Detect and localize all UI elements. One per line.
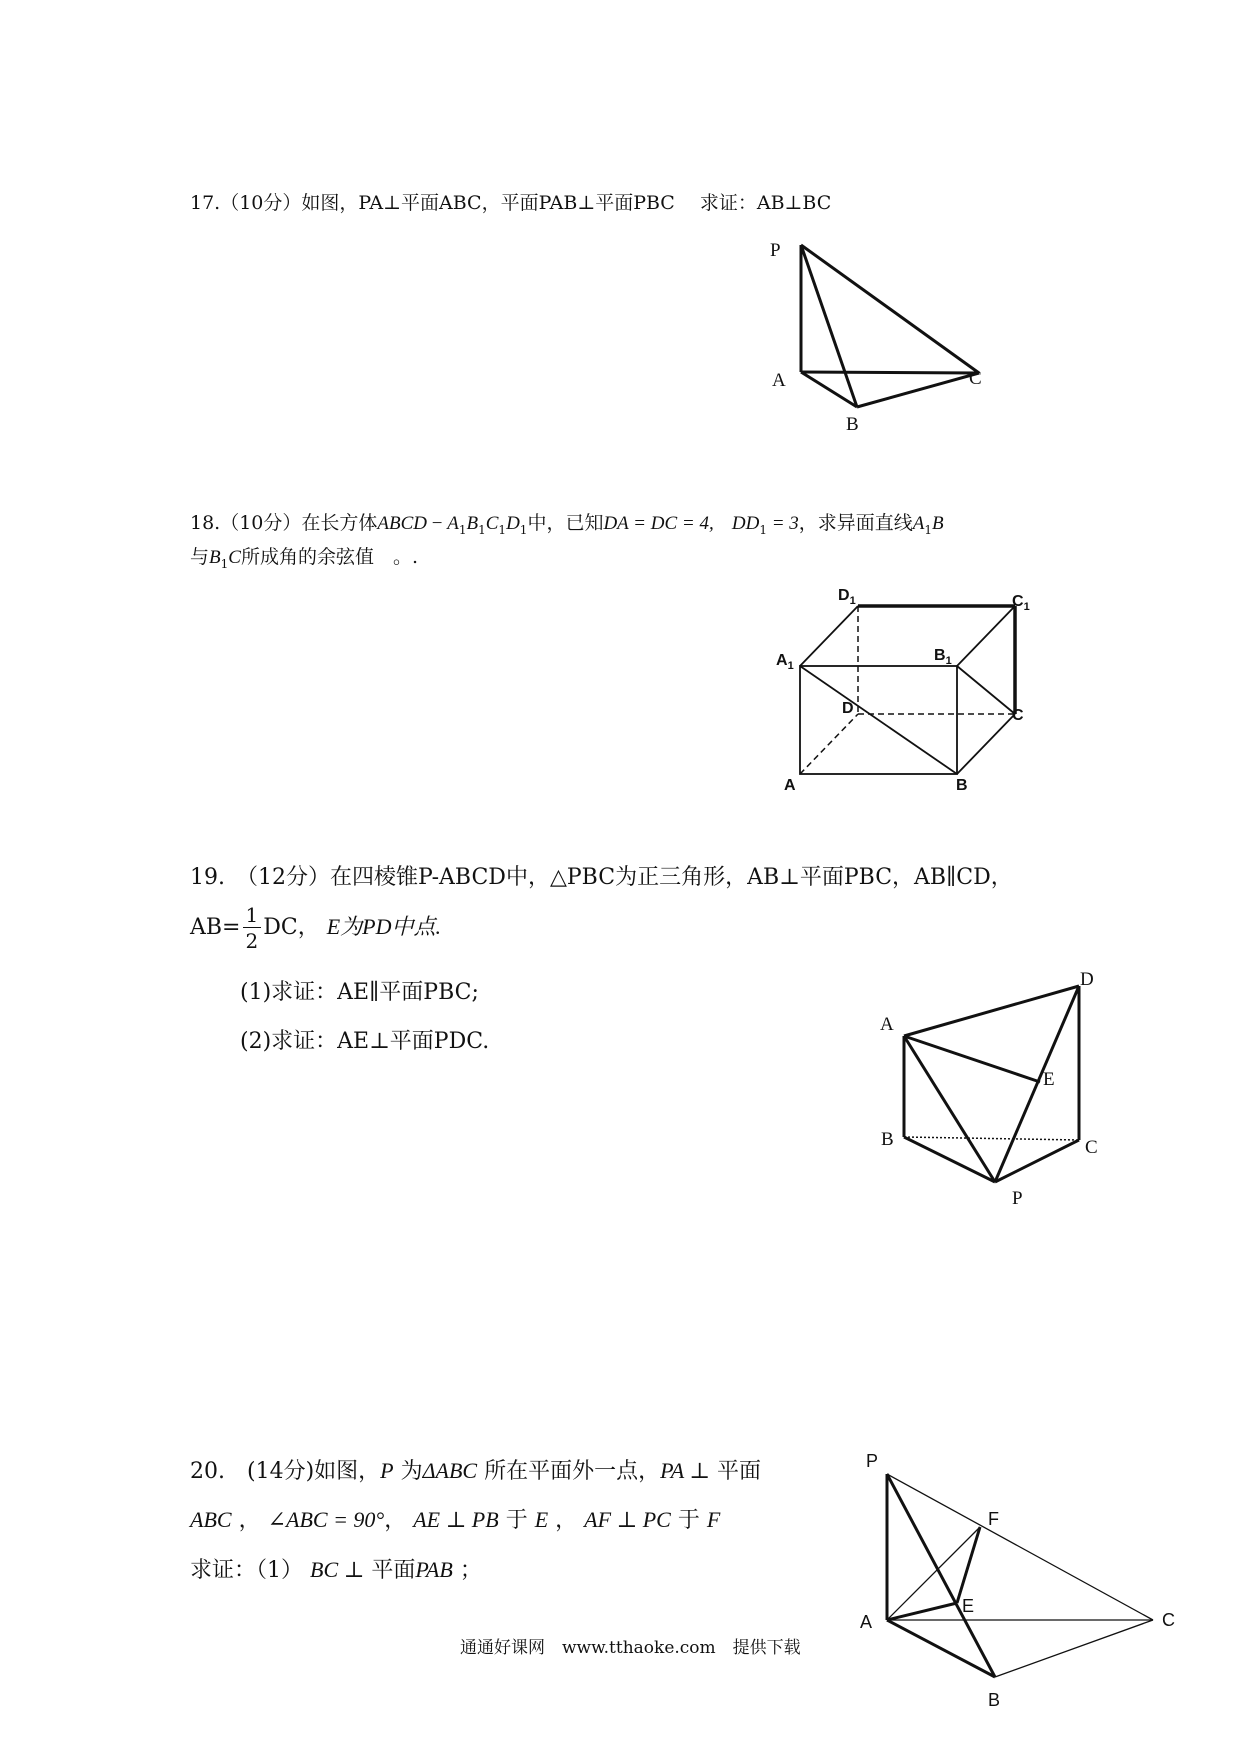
q19-line2: AB= $\frac{1}{2}$ DC， E为PD中点. [190, 903, 441, 953]
q19-label-C: C [1085, 1137, 1098, 1158]
q19-label-A: A [880, 1014, 894, 1035]
q17-label-B: B [846, 414, 859, 435]
q17-label-A: A [772, 370, 786, 391]
q18-label-A: A [784, 777, 796, 794]
q18-label-B: B [956, 777, 968, 794]
q18-line2: 与$B_1C$所成角的余弦值 。. [190, 546, 418, 571]
q17-text: 17.（10分）如图，PA⊥平面ABC，平面PAB⊥平面PBC 求证：AB⊥BC [190, 192, 832, 214]
q20-line1: 20. (14分)如图，P 为ΔABC 所在平面外一点，PA ⊥ 平面 [190, 1458, 761, 1484]
q17-label-P: P [770, 240, 781, 261]
q19-part1: (1)求证：AE∥平面PBC; [240, 980, 479, 1005]
q19-label-D: D [1080, 969, 1094, 990]
q20-line2: ABC ， ∠ABC = 90°， AE ⊥ PB 于 E ， AF ⊥ PC 于 F [190, 1507, 721, 1533]
q19-label-P: P [1012, 1188, 1023, 1209]
q20-label-B: B [988, 1690, 1001, 1710]
q20-label-A: A [860, 1612, 873, 1632]
q18-label-D1: $D_1$ [838, 587, 856, 607]
q19-line1: 19. （12分）在四棱锥P-ABCD中，△PBC为正三角形，AB⊥平面PBC，AB∥CD， [190, 865, 1013, 890]
q18-label-A1: $A_1$ [776, 652, 794, 672]
q18-label-B1: $B_1$ [934, 647, 952, 667]
q19-label-E: E [1043, 1069, 1055, 1090]
q19-part2: (2)求证：AE⊥平面PDC. [240, 1029, 490, 1054]
q19-fraction: $\frac{1}{2}$ [243, 905, 262, 951]
q18-line1: 18.（10分）在长方体ABCD − $A_1B_1C_1D_1$中，已知DA = DC = 4, $DD_1 = 3$，求异面直线$A_1B$ [190, 512, 944, 537]
q20-label-F: F [988, 1509, 999, 1529]
q18-label-C: C [1012, 707, 1024, 724]
q20-label-P: P [866, 1451, 879, 1471]
q20-line3: 求证：（1） BC ⊥ 平面PAB ； [190, 1557, 482, 1583]
page-footer: 通通好课网 www.tthaoke.com 提供下载 [460, 1638, 801, 1658]
q17-label-C: C [969, 368, 982, 389]
q20-label-E: E [962, 1596, 975, 1616]
q19-label-B: B [881, 1129, 894, 1150]
q18-label-D: D [842, 700, 854, 717]
q18-label-C1: $C_1$ [1012, 593, 1030, 613]
q20-label-C: C [1162, 1610, 1175, 1630]
